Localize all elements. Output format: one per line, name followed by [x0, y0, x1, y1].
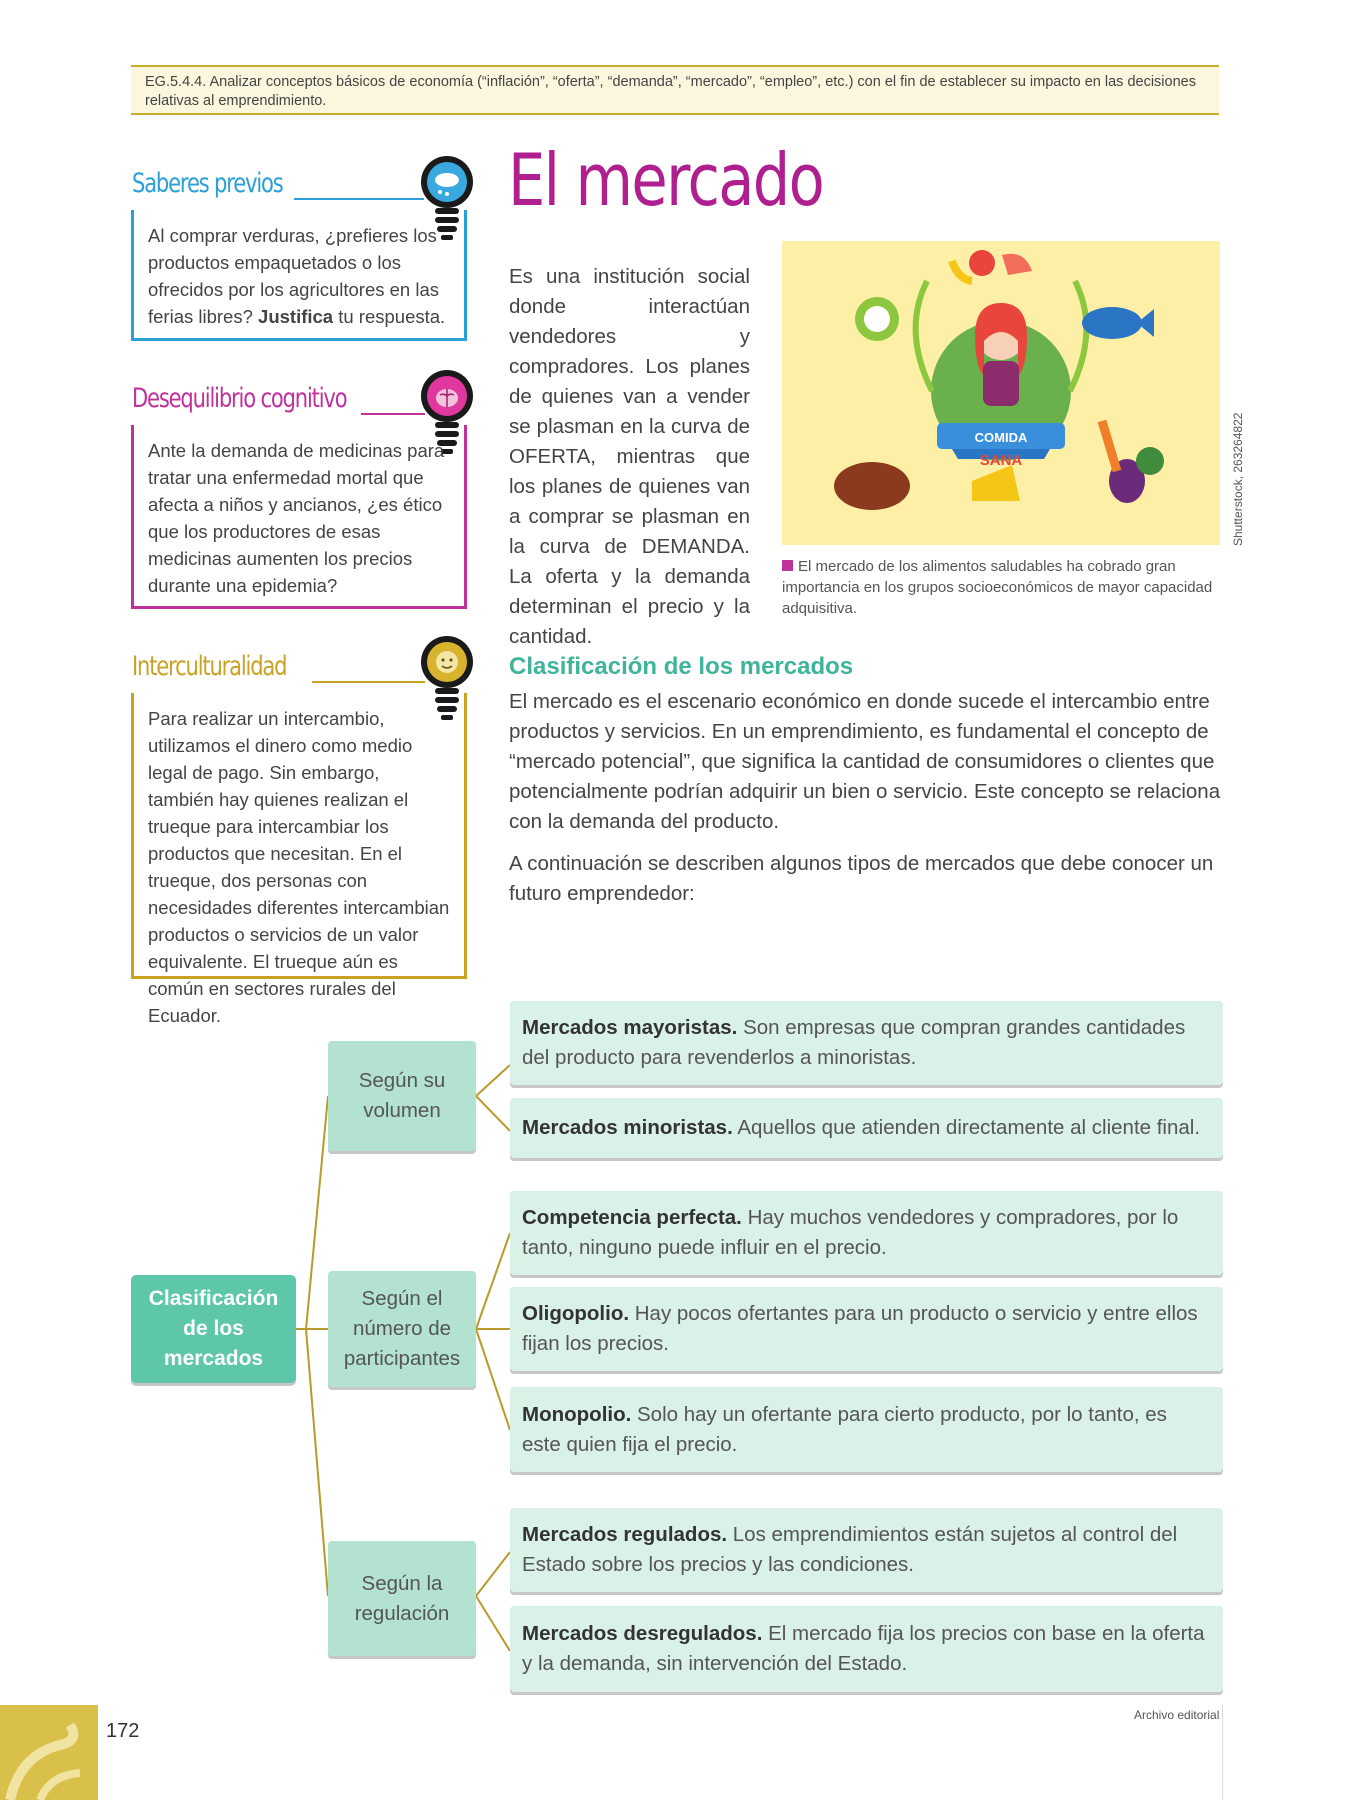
- source-label: Archivo editorial: [1134, 1708, 1220, 1722]
- leaf-desc: Solo hay un ofertante para cierto producto, por lo tanto, es este quien fija el precio.: [522, 1402, 1167, 1456]
- leaf-desc: Hay muchos vendedores y compradores, por lo tanto, ninguno puede influir en el precio.: [522, 1206, 1179, 1259]
- leaf-desregulados: [510, 1606, 1223, 1692]
- saberes-bold: Justifica: [258, 306, 334, 327]
- banner-sana: SANA: [979, 452, 1023, 469]
- category-participantes-label: Según el número de participantes: [343, 1287, 461, 1370]
- objective-text: EG.5.4.4. Analizar conceptos básicos de economía (“inflación”, “oferta”, “demanda”, “mercado”, “empleo”, etc.) con el fin de establecer su impacto en las decisiones relativas al emprendimiento.: [145, 74, 1196, 109]
- leaf-term: Monopolio.: [522, 1402, 632, 1426]
- category-volumen: [328, 1041, 476, 1151]
- interculturalidad-title: Interculturalidad: [132, 651, 287, 682]
- leaf-monopolio: [510, 1387, 1223, 1472]
- page-title: El mercado: [508, 138, 824, 222]
- leaf-minoristas: [510, 1098, 1223, 1158]
- leaf-term: Mercados desregulados.: [522, 1622, 763, 1645]
- desequilibrio-text: Ante la demanda de medicinas para tratar una enfermedad mortal que afecta a niños y ancianos, ¿es ético que los productores de esas medicinas aumenten los precios durante una epidemia?: [148, 440, 445, 596]
- leaf-term: Competencia perfecta.: [522, 1206, 742, 1229]
- paragraph-mercado-potencial: El mercado es el escenario económico en donde sucede el intercambio entre productos y servicios. En un emprendimiento, es fundamental el concepto de “mercado potencial”, que significa la cantidad de consumidores o clientes que potencialmente podrían adquirir un bien o servicio. Este concepto se relaciona con la demanda del producto.: [509, 690, 1221, 833]
- page-corner-decoration: [0, 1705, 98, 1800]
- bottom-rule: [1222, 1705, 1223, 1800]
- saberes-text-end: tu respuesta.: [338, 306, 446, 327]
- corner-swirl-icon: [0, 1705, 98, 1800]
- image-credit: Shutterstock, 263264822: [1231, 412, 1245, 546]
- leaf-desc: Hay pocos ofertantes para un producto o servicio y entre ellos fijan los precios.: [522, 1302, 1198, 1355]
- diagram-root: [131, 1275, 296, 1383]
- caption-text: El mercado de los alimentos saludables ha cobrado gran importancia en los grupos socioeconómicos de mayor capacidad adquisitiva.: [782, 558, 1213, 617]
- category-volumen-label: Según su volumen: [358, 1069, 446, 1122]
- leaf-term: Mercados minoristas.: [522, 1116, 733, 1139]
- category-regulacion: [328, 1541, 476, 1656]
- category-participantes: [328, 1271, 476, 1387]
- section-title: Clasificación de los mercados: [509, 653, 854, 680]
- connector-volumen: [306, 1096, 328, 1329]
- leaf-desc: Los emprendimientos están sujetos al control del Estado sobre los precios y las condiciones.: [522, 1523, 1178, 1576]
- leaf-desc: El mercado fija los precios con base en la oferta y la demanda, sin intervención del Estado.: [522, 1622, 1205, 1675]
- leaf-term: Oligopolio.: [522, 1302, 630, 1325]
- leaf-term: Mercados regulados.: [522, 1523, 728, 1546]
- leaf-regulados: [510, 1508, 1223, 1592]
- leaf-desc: Son empresas que compran grandes cantidades del producto para revenderlos a minoristas.: [522, 1016, 1186, 1069]
- leaf-competencia-perfecta: [510, 1191, 1223, 1275]
- leaf-oligopolio: [510, 1287, 1223, 1371]
- banner-comida: COMIDA: [974, 430, 1028, 445]
- desequilibrio-title: Desequilibrio cognitivo: [132, 383, 347, 414]
- saberes-text: Al comprar verduras, ¿prefieres los productos empaquetados o los ofrecidos por los agricultores en las ferias libres?: [148, 225, 440, 327]
- leaf-term: Mercados mayoristas.: [522, 1016, 738, 1039]
- page-number: 172: [106, 1720, 140, 1742]
- saberes-title: Saberes previos: [132, 168, 283, 199]
- leaf-mayoristas: [510, 1001, 1223, 1085]
- interculturalidad-text: Para realizar un intercambio, utilizamos el dinero como medio legal de pago. Sin embargo, también hay quienes realizan el trueque para intercambiar los productos que necesitan. En el trueque, dos personas con necesidades diferentes intercambian productos o servicios de un valor equivalente. El trueque aún es común en sectores rurales del Ecuador.: [148, 708, 450, 1026]
- intro-paragraph: Es una institución social donde interactúan vendedores y compradores. Los planes de quienes van a vender se plasman en la curva de OFERTA, mientras que los planes de quienes van a comprar se plasman en la curva de DEMANDA. La oferta y la demanda determinan el precio y la cantidad.: [509, 265, 750, 648]
- connector-regulacion: [306, 1329, 328, 1596]
- leaf-desc: Aquellos que atienden directamente al cliente final.: [737, 1116, 1201, 1139]
- diagram-root-label: Clasificación de los mercados: [148, 1287, 279, 1370]
- category-regulacion-label: Según la regulación: [354, 1571, 450, 1625]
- paragraph-tipos: A continuación se describen algunos tipos de mercados que debe conocer un futuro emprendedor:: [509, 852, 1214, 905]
